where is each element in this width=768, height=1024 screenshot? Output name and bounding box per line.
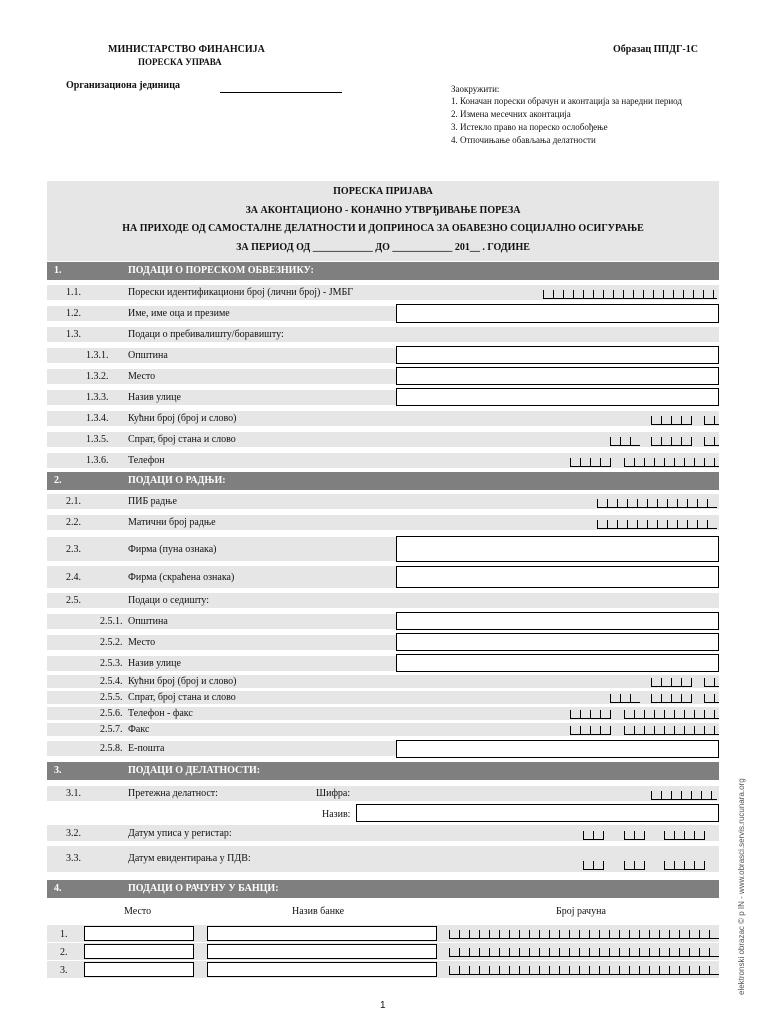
- bank-row-2-number: 2.: [60, 947, 68, 958]
- municipality-label: Општина: [128, 350, 168, 361]
- floor-field[interactable]: [610, 437, 640, 446]
- row-2-4-number: 2.4.: [66, 572, 81, 583]
- phone-prefix-field[interactable]: [570, 458, 611, 467]
- seat-municipality-field[interactable]: [396, 612, 719, 630]
- seat-label: Подаци о седишту:: [128, 595, 210, 606]
- title-line-1: ПОРЕСКА ПРИЈАВА: [333, 186, 433, 197]
- apartment-number-field[interactable]: [651, 437, 692, 446]
- section-1-title: ПОДАЦИ О ПОРЕСКОМ ОБВЕЗНИКУ:: [128, 265, 314, 276]
- row-1-3-3-number: 1.3.3.: [86, 392, 109, 403]
- company-short-label: Фирма (скраћена ознака): [128, 572, 235, 583]
- jmbg-digits-field[interactable]: [543, 290, 717, 299]
- bank-name-column-header: Назив банке: [292, 906, 345, 917]
- section-1-number: 1.: [54, 265, 62, 276]
- org-unit-label: Организациона јединица: [66, 80, 180, 91]
- phone-number-field[interactable]: [624, 458, 719, 467]
- seat-fax-label: Факс: [128, 724, 150, 735]
- mark-label: Заокружити:: [451, 84, 500, 94]
- row-2-5-6-number: 2.5.6.: [100, 708, 123, 719]
- place-field[interactable]: [396, 367, 719, 385]
- row-1-3-number: 1.3.: [66, 329, 81, 340]
- section-3-number: 3.: [54, 765, 62, 776]
- bank-place-column-header: Место: [124, 906, 152, 917]
- company-short-field[interactable]: [396, 566, 719, 588]
- seat-municipality-label: Општина: [128, 616, 168, 627]
- shop-pib-label: ПИБ радње: [128, 496, 177, 507]
- option-2[interactable]: 2. Измена месечних аконтација: [451, 109, 571, 119]
- seat-house-letter-field[interactable]: [704, 678, 719, 687]
- seat-street-field[interactable]: [396, 654, 719, 672]
- bank-row-1-number: 1.: [60, 929, 68, 940]
- seat-house-number-label: Кућни број (број и слово): [128, 676, 237, 687]
- title-line-2: ЗА АКОНТАЦИОНО - КОНАЧНО УТВРЂИВАЊЕ ПОРЕЗА: [245, 205, 521, 216]
- seat-phone-label: Телефон - факс: [128, 708, 193, 719]
- company-full-field[interactable]: [396, 536, 719, 562]
- row-2-5-1-number: 2.5.1.: [100, 616, 123, 627]
- administration-name: ПОРЕСКА УПРАВА: [138, 57, 222, 67]
- jmbg-label: Порески идентификациони број (лични број) - ЈМБГ: [128, 287, 353, 298]
- bank-place-field[interactable]: [84, 926, 194, 941]
- registry-month-field[interactable]: [624, 831, 645, 840]
- vat-year-field[interactable]: [664, 861, 705, 870]
- bank-row-3-number: 3.: [60, 965, 68, 976]
- option-3[interactable]: 3. Истекло право на пореско ослобођење: [451, 122, 608, 132]
- seat-place-field[interactable]: [396, 633, 719, 651]
- seat-email-field[interactable]: [396, 740, 719, 758]
- org-unit-field[interactable]: [220, 82, 342, 93]
- account-number-field[interactable]: [449, 948, 719, 957]
- bank-name-field[interactable]: [207, 944, 437, 959]
- option-4[interactable]: 4. Отпочињање обављања делатности: [451, 135, 596, 145]
- row-2-5-2-number: 2.5.2.: [100, 637, 123, 648]
- title-line-4: ЗА ПЕРИОД ОД ____________ ДО ____________ 201__ . ГОДИНЕ: [236, 242, 530, 253]
- section-4-number: 4.: [54, 883, 62, 894]
- seat-place-label: Место: [128, 637, 156, 648]
- seat-floor-field[interactable]: [610, 694, 640, 703]
- bank-place-field[interactable]: [84, 944, 194, 959]
- full-name-field[interactable]: [396, 304, 719, 323]
- account-number-field[interactable]: [449, 966, 719, 975]
- row-2-1-number: 2.1.: [66, 496, 81, 507]
- row-2-5-8-number: 2.5.8.: [100, 743, 123, 754]
- house-letter-field[interactable]: [704, 416, 719, 425]
- activity-name-field[interactable]: [356, 804, 719, 822]
- section-4-header: [47, 880, 719, 898]
- row-2-5-4-number: 2.5.4.: [100, 676, 123, 687]
- section-2-title: ПОДАЦИ О РАДЊИ:: [128, 475, 226, 486]
- seat-apartment-label: Спрат, број стана и слово: [128, 692, 236, 703]
- main-activity-label: Претежна делатност:: [128, 788, 218, 799]
- row-1-3-6-number: 1.3.6.: [86, 455, 109, 466]
- row-2-5-number: 2.5.: [66, 595, 81, 606]
- seat-apartment-letter-field[interactable]: [704, 694, 719, 703]
- seat-house-number-field[interactable]: [651, 678, 692, 687]
- vat-date-label: Датум евидентирања у ПДВ:: [128, 853, 251, 864]
- apartment-letter-field[interactable]: [704, 437, 719, 446]
- bank-name-field[interactable]: [207, 962, 437, 977]
- street-label: Назив улице: [128, 392, 181, 403]
- row-2-5-7-number: 2.5.7.: [100, 724, 123, 735]
- phone-label: Телефон: [128, 455, 165, 466]
- option-1[interactable]: 1. Коначан порески обрачун и аконтација за наредни период: [451, 96, 682, 106]
- page-number: 1: [380, 1000, 386, 1011]
- shop-registry-label: Матични број радње: [128, 517, 216, 528]
- seat-fax-number-field[interactable]: [624, 726, 719, 735]
- house-number-field[interactable]: [651, 416, 692, 425]
- municipality-field[interactable]: [396, 346, 719, 364]
- place-label: Место: [128, 371, 156, 382]
- street-field[interactable]: [396, 388, 719, 406]
- row-3-3-number: 3.3.: [66, 853, 81, 864]
- section-2-header: [47, 472, 719, 490]
- section-4-title: ПОДАЦИ О РАЧУНУ У БАНЦИ:: [128, 883, 279, 894]
- row-1-1-number: 1.1.: [66, 287, 81, 298]
- row-1-3-5-number: 1.3.5.: [86, 434, 109, 445]
- form-code: Образац ППДГ-1С: [613, 44, 698, 55]
- activity-name-label: Назив:: [322, 809, 351, 820]
- ministry-name: МИНИСТАРСТВО ФИНАНСИЈА: [108, 44, 265, 55]
- row-1-3-4-number: 1.3.4.: [86, 413, 109, 424]
- seat-street-label: Назив улице: [128, 658, 181, 669]
- shop-pib-field[interactable]: [597, 499, 717, 508]
- account-number-field[interactable]: [449, 930, 719, 939]
- registry-year-field[interactable]: [664, 831, 705, 840]
- apartment-label: Спрат, број стана и слово: [128, 434, 236, 445]
- row-1-2-number: 1.2.: [66, 308, 81, 319]
- account-number-column-header: Број рачуна: [556, 906, 606, 917]
- side-watermark-text: elektronski obrazac © p IN - www.obrasci.servis.rucunara.org: [737, 778, 746, 995]
- house-number-label: Кућни број (број и слово): [128, 413, 237, 424]
- row-2-2-number: 2.2.: [66, 517, 81, 528]
- registry-day-field[interactable]: [583, 831, 604, 840]
- row-3-2-number: 3.2.: [66, 828, 81, 839]
- title-line-3: НА ПРИХОДЕ ОД САМОСТАЛНЕ ДЕЛАТНОСТИ И ДОПРИНОСА ЗА ОБАВЕЗНО СОЦИЈАЛНО ОСИГУРАЊЕ: [122, 223, 644, 234]
- section-1-header: [47, 262, 719, 280]
- activity-code-field[interactable]: [651, 791, 717, 800]
- section-3-header: [47, 762, 719, 780]
- seat-apartment-number-field[interactable]: [651, 694, 692, 703]
- residence-label: Подаци о пребивалишту/боравишту:: [128, 329, 284, 340]
- row-2-3-number: 2.3.: [66, 544, 81, 555]
- row-3-1-number: 3.1.: [66, 788, 81, 799]
- seat-fax-prefix-field[interactable]: [570, 726, 611, 735]
- vat-month-field[interactable]: [624, 861, 645, 870]
- bank-place-field[interactable]: [84, 962, 194, 977]
- seat-phone-prefix-field[interactable]: [570, 710, 611, 719]
- row-2-5-3-number: 2.5.3.: [100, 658, 123, 669]
- row-1-3-1-number: 1.3.1.: [86, 350, 109, 361]
- seat-email-label: Е-пошта: [128, 743, 165, 754]
- registry-date-label: Датум уписа у регистар:: [128, 828, 232, 839]
- row-2-5-5-number: 2.5.5.: [100, 692, 123, 703]
- activity-code-label: Шифра:: [316, 788, 351, 799]
- seat-phone-number-field[interactable]: [624, 710, 719, 719]
- full-name-label: Име, име оца и презиме: [128, 308, 230, 319]
- company-full-label: Фирма (пуна ознака): [128, 544, 217, 555]
- vat-day-field[interactable]: [583, 861, 604, 870]
- shop-registry-field[interactable]: [597, 520, 717, 529]
- section-3-title: ПОДАЦИ О ДЕЛАТНОСТИ:: [128, 765, 261, 776]
- row-1-3-2-number: 1.3.2.: [86, 371, 109, 382]
- section-2-number: 2.: [54, 475, 62, 486]
- bank-name-field[interactable]: [207, 926, 437, 941]
